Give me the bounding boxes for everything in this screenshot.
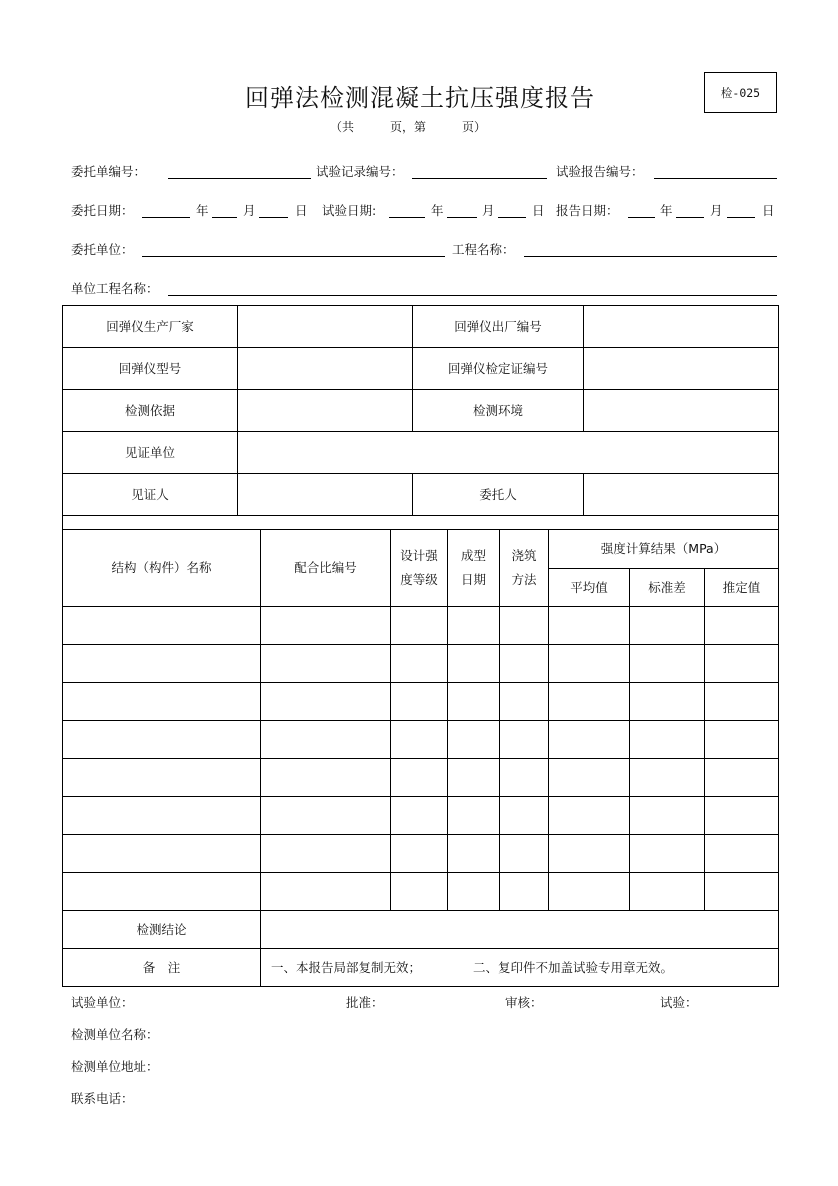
cell[interactable] bbox=[448, 607, 500, 645]
consignor-value[interactable] bbox=[584, 474, 779, 516]
unit-project-name-line[interactable] bbox=[168, 295, 777, 296]
results-table bbox=[62, 529, 779, 987]
test-date-month: 月 bbox=[482, 203, 495, 218]
cell[interactable] bbox=[261, 797, 391, 835]
test-date-year-line[interactable] bbox=[389, 217, 425, 218]
consignor-label: 委托人 bbox=[413, 474, 584, 516]
remarks-label: 备 注 bbox=[63, 949, 261, 987]
witness-label: 见证人 bbox=[63, 474, 238, 516]
header-row bbox=[63, 530, 779, 569]
order-no-label: 委托单编号： bbox=[71, 164, 147, 179]
cell[interactable] bbox=[630, 873, 705, 911]
conclusion-value[interactable] bbox=[261, 911, 779, 949]
spacer-cell bbox=[63, 516, 779, 530]
form-code: 检-025 bbox=[720, 85, 761, 100]
cell[interactable] bbox=[261, 873, 391, 911]
table-row bbox=[63, 835, 779, 873]
col-avg: 平均值 bbox=[549, 569, 630, 607]
info-row bbox=[63, 432, 779, 474]
factory-no-value[interactable] bbox=[584, 306, 779, 348]
cell[interactable] bbox=[500, 721, 549, 759]
col-strength: 强度计算结果（MPa） bbox=[549, 530, 779, 569]
cell[interactable] bbox=[261, 835, 391, 873]
cell[interactable] bbox=[63, 607, 261, 645]
conclusion-row bbox=[63, 911, 779, 949]
manufacturer-label: 回弹仪生产厂家 bbox=[63, 306, 238, 348]
cell[interactable] bbox=[705, 873, 779, 911]
cell[interactable] bbox=[500, 645, 549, 683]
witness-unit-value[interactable] bbox=[238, 432, 779, 474]
table-row bbox=[63, 721, 779, 759]
report-date-label: 报告日期： bbox=[556, 203, 619, 218]
cell[interactable] bbox=[63, 721, 261, 759]
report-no-line[interactable] bbox=[654, 178, 777, 179]
report-date-day-line[interactable] bbox=[727, 217, 755, 218]
conclusion-label: 检测结论 bbox=[63, 911, 261, 949]
cell[interactable] bbox=[261, 759, 391, 797]
cell[interactable] bbox=[500, 759, 549, 797]
tester-label: 试验： bbox=[660, 995, 698, 1010]
project-name-line[interactable] bbox=[524, 256, 777, 257]
remark-2: 二、复印件不加盖试验专用章无效。 bbox=[473, 959, 674, 975]
cell[interactable] bbox=[391, 873, 448, 911]
cell[interactable] bbox=[630, 645, 705, 683]
cell[interactable] bbox=[630, 721, 705, 759]
order-date-month-line[interactable] bbox=[212, 217, 237, 218]
cell[interactable] bbox=[549, 721, 630, 759]
lab-name-label: 检测单位名称： bbox=[71, 1027, 159, 1042]
cell[interactable] bbox=[63, 759, 261, 797]
cell[interactable] bbox=[630, 683, 705, 721]
record-no-label: 试验记录编号： bbox=[316, 164, 404, 179]
cell[interactable] bbox=[391, 759, 448, 797]
remarks-row bbox=[63, 949, 779, 987]
cell[interactable] bbox=[549, 797, 630, 835]
info-row bbox=[63, 390, 779, 432]
col-structure: 结构（构件）名称 bbox=[63, 530, 261, 607]
cell[interactable] bbox=[261, 683, 391, 721]
cell[interactable] bbox=[630, 797, 705, 835]
cell[interactable] bbox=[448, 721, 500, 759]
table-row bbox=[63, 759, 779, 797]
calibration-no-value[interactable] bbox=[584, 348, 779, 390]
order-date-day: 日 bbox=[295, 203, 308, 218]
approve-label: 批准： bbox=[346, 995, 384, 1010]
report-date-year: 年 bbox=[660, 203, 673, 218]
table-row bbox=[63, 683, 779, 721]
report-date-day: 日 bbox=[762, 203, 775, 218]
col-mix: 配合比编号 bbox=[261, 530, 391, 607]
test-date-day: 日 bbox=[532, 203, 545, 218]
cell[interactable] bbox=[63, 645, 261, 683]
info-row bbox=[63, 474, 779, 516]
report-no-label: 试验报告编号： bbox=[556, 164, 644, 179]
cell[interactable] bbox=[448, 645, 500, 683]
report-date-year-line[interactable] bbox=[628, 217, 655, 218]
cell[interactable] bbox=[705, 797, 779, 835]
order-date-year: 年 bbox=[196, 203, 209, 218]
cell[interactable] bbox=[549, 645, 630, 683]
test-date-year: 年 bbox=[431, 203, 444, 218]
form-code-box bbox=[704, 72, 777, 113]
order-date-year-line[interactable] bbox=[142, 217, 190, 218]
cell[interactable] bbox=[549, 835, 630, 873]
table-row bbox=[63, 645, 779, 683]
table-row bbox=[63, 607, 779, 645]
spacer-row bbox=[63, 516, 779, 530]
cell[interactable] bbox=[391, 683, 448, 721]
cell[interactable] bbox=[705, 607, 779, 645]
table-row bbox=[63, 873, 779, 911]
cell[interactable] bbox=[63, 683, 261, 721]
col-date: 成型日期 bbox=[448, 530, 500, 607]
cell[interactable] bbox=[500, 607, 549, 645]
cell[interactable] bbox=[448, 683, 500, 721]
cell[interactable] bbox=[261, 721, 391, 759]
cell[interactable] bbox=[500, 683, 549, 721]
cell[interactable] bbox=[448, 759, 500, 797]
basis-value[interactable] bbox=[238, 390, 413, 432]
cell[interactable] bbox=[63, 835, 261, 873]
col-grade: 设计强度等级 bbox=[391, 530, 448, 607]
cell[interactable] bbox=[500, 797, 549, 835]
order-no-line[interactable] bbox=[168, 178, 311, 179]
instrument-info-table bbox=[62, 305, 779, 530]
cell[interactable] bbox=[705, 721, 779, 759]
cell[interactable] bbox=[391, 797, 448, 835]
unit-project-name-label: 单位工程名称： bbox=[71, 281, 159, 296]
cell[interactable] bbox=[630, 835, 705, 873]
cell[interactable] bbox=[549, 759, 630, 797]
remarks-value bbox=[261, 949, 779, 987]
client-label: 委托单位： bbox=[71, 242, 134, 257]
cell[interactable] bbox=[630, 759, 705, 797]
page-info: （共 页，第 页） bbox=[330, 120, 487, 134]
environment-label: 检测环境 bbox=[413, 390, 584, 432]
order-date-day-line[interactable] bbox=[259, 217, 288, 218]
cell[interactable] bbox=[549, 607, 630, 645]
cell[interactable] bbox=[705, 683, 779, 721]
cell[interactable] bbox=[391, 835, 448, 873]
model-value[interactable] bbox=[238, 348, 413, 390]
lab-address-label: 检测单位地址： bbox=[71, 1059, 159, 1074]
order-date-month: 月 bbox=[243, 203, 256, 218]
cell[interactable] bbox=[261, 645, 391, 683]
report-date-month: 月 bbox=[710, 203, 723, 218]
test-date-day-line[interactable] bbox=[498, 217, 526, 218]
report-date-month-line[interactable] bbox=[676, 217, 704, 218]
report-title: 回弹法检测混凝土抗压强度报告 bbox=[245, 84, 595, 112]
record-no-line[interactable] bbox=[412, 178, 547, 179]
environment-value[interactable] bbox=[584, 390, 779, 432]
model-label: 回弹仪型号 bbox=[63, 348, 238, 390]
client-line[interactable] bbox=[142, 256, 445, 257]
test-date-label: 试验日期: bbox=[322, 203, 377, 218]
col-method: 浇筑方法 bbox=[500, 530, 549, 607]
basis-label: 检测依据 bbox=[63, 390, 238, 432]
cell[interactable] bbox=[391, 645, 448, 683]
cell[interactable] bbox=[549, 873, 630, 911]
cell[interactable] bbox=[261, 607, 391, 645]
col-est: 推定值 bbox=[705, 569, 779, 607]
manufacturer-value[interactable] bbox=[238, 306, 413, 348]
cell[interactable] bbox=[500, 873, 549, 911]
review-label: 审核： bbox=[505, 995, 543, 1010]
col-std: 标准差 bbox=[630, 569, 705, 607]
test-unit-label: 试验单位： bbox=[71, 995, 134, 1010]
info-row bbox=[63, 306, 779, 348]
witness-unit-label: 见证单位 bbox=[63, 432, 238, 474]
cell[interactable] bbox=[391, 721, 448, 759]
cell[interactable] bbox=[63, 873, 261, 911]
project-name-label: 工程名称： bbox=[452, 242, 515, 257]
calibration-no-label: 回弹仪检定证编号 bbox=[413, 348, 584, 390]
cell[interactable] bbox=[705, 835, 779, 873]
remark-1: 一、本报告局部复制无效； bbox=[271, 959, 422, 975]
order-date-label: 委托日期： bbox=[71, 203, 134, 218]
cell[interactable] bbox=[391, 607, 448, 645]
table-row bbox=[63, 797, 779, 835]
factory-no-label: 回弹仪出厂编号 bbox=[413, 306, 584, 348]
cell[interactable] bbox=[448, 797, 500, 835]
cell[interactable] bbox=[448, 835, 500, 873]
cell[interactable] bbox=[63, 797, 261, 835]
cell[interactable] bbox=[705, 645, 779, 683]
cell[interactable] bbox=[448, 873, 500, 911]
info-row bbox=[63, 348, 779, 390]
cell[interactable] bbox=[500, 835, 549, 873]
test-date-month-line[interactable] bbox=[447, 217, 477, 218]
cell[interactable] bbox=[549, 683, 630, 721]
cell[interactable] bbox=[705, 759, 779, 797]
witness-value[interactable] bbox=[238, 474, 413, 516]
cell[interactable] bbox=[630, 607, 705, 645]
phone-label: 联系电话： bbox=[71, 1091, 134, 1106]
